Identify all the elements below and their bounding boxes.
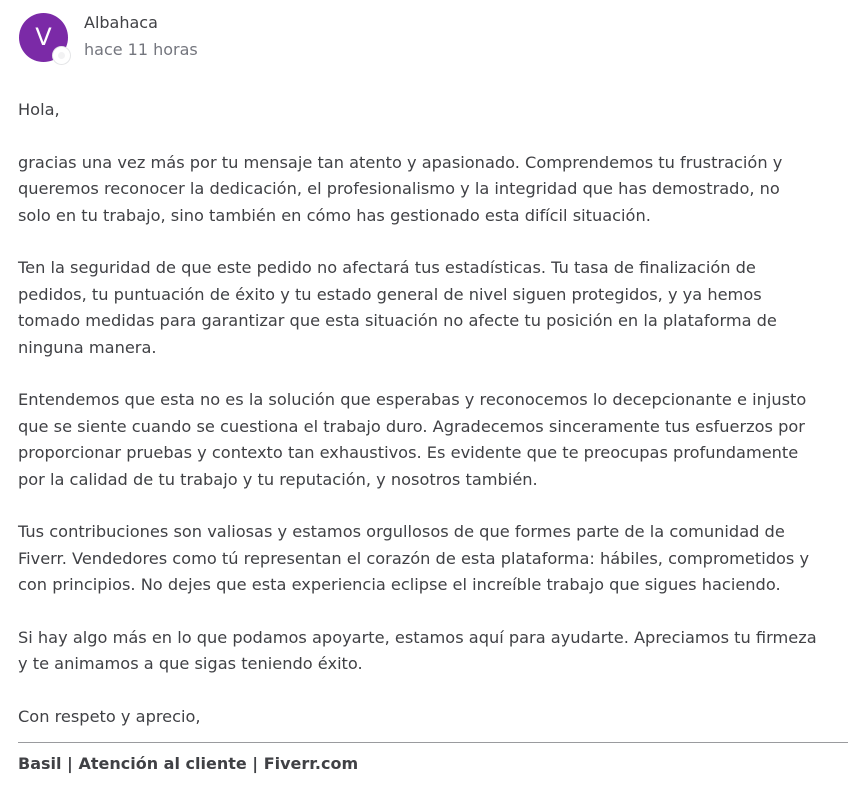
closing-line: Con respeto y aprecio, [18, 707, 201, 727]
online-status-icon [53, 47, 70, 64]
message-paragraph: Ten la seguridad de que este pedido no afectará tus estadísticas. Tu tasa de finalización de pedidos, tu puntuación de éxito y tu estado general de nivel siguen protegidos, y ya hemos tomado medidas para garantizar que esta situación no afecte tu posición en la plataforma de ninguna manera. [18, 258, 777, 357]
sender-name[interactable]: Albahaca [84, 13, 158, 32]
message-body [18, 97, 852, 757]
greeting: Hola, [18, 100, 60, 119]
avatar[interactable]: V [19, 13, 68, 62]
message-paragraph: Tus contribuciones son valiosas y estamos orgullosos de que formes parte de la comunidad de Fiverr. Vendedores como tú representan el corazón de esta plataforma: hábiles, comprometidos y con principios. No dejes que esta experiencia eclipse el increíble trabajo que sigues haciendo. [18, 522, 810, 595]
message-timestamp: hace 11 horas [84, 40, 198, 59]
signature: Basil | Atención al cliente | Fiverr.com [18, 754, 359, 773]
message-paragraph: Si hay algo más en lo que podamos apoyarte, estamos aquí para ayudarte. Apreciamos tu firmeza y te animamos a que sigas teniendo éxito. [18, 628, 817, 674]
message-paragraph: Entendemos que esta no es la solución que esperabas y reconocemos lo decepcionante e injusto que se siente cuando se cuestiona el trabajo duro. Agradecemos sinceramente tus esfuerzos por proporcionar pruebas y contexto tan exhaustivos. Es evidente que te preocupas profundamente por la calidad de tu trabajo y tu reputación, y nosotros también. [18, 390, 807, 489]
message-paragraph: gracias una vez más por tu mensaje tan atento y apasionado. Comprendemos tu frustración y queremos reconocer la dedicación, el profesionalismo y la integridad que has demostrado, no solo en tu trabajo, sino también en cómo has gestionado esta difícil situación. [18, 152, 783, 225]
message-header [19, 13, 619, 63]
signature-divider [18, 742, 848, 743]
